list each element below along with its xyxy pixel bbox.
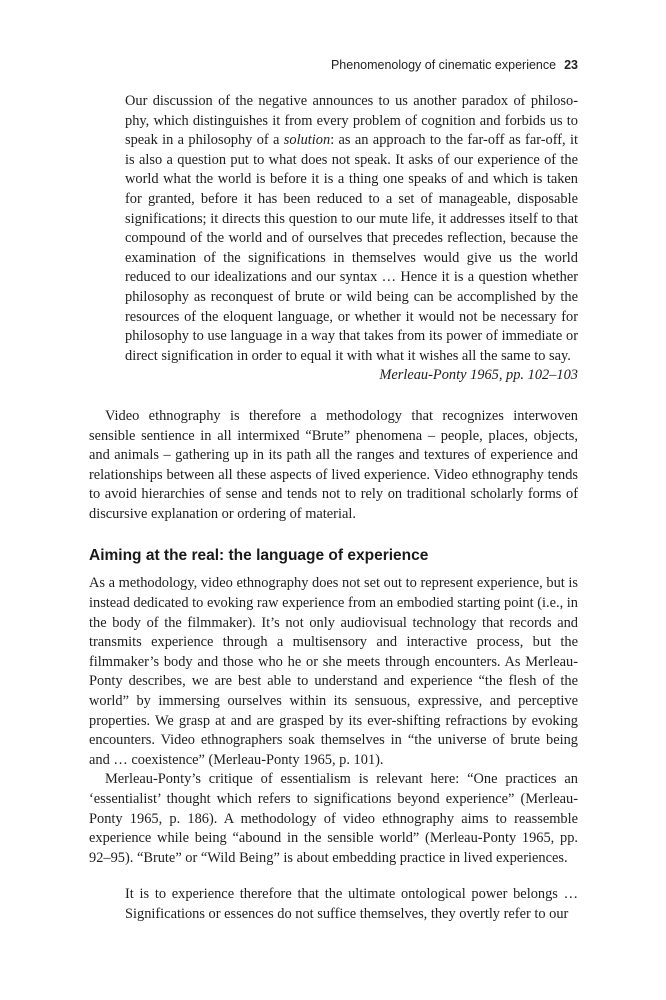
paragraph: Merleau-Ponty’s critique of essentialism is relevant here: “One practices an ‘essentialist’ thought which refers to significations beyond experience” (Merleau-Ponty 1965, p. 186). A methodology of video ethnography aims to reassemble experience while being “abound in the sensible world” (Merleau-Ponty 1965, pp. 92–95). “Brute” or “Wild Being” is about embedding practice in lived experiences. <box>89 771 578 866</box>
block-quote-text <box>125 92 578 366</box>
page-number: 23 <box>564 58 578 72</box>
block-quote-text: It is to experience therefore that the ultimate ontological power belongs … Significations or essences do not suffice themselves, they overtly refer to our <box>125 886 578 922</box>
block-quote-emphasis: solution <box>283 132 331 149</box>
paragraph: As a methodology, video ethnography does not set out to represent experience, but is instead dedicated to evoking raw experience from an embodied starting point (i.e., in the body of the filmmaker). It’s not only audiovisual technology that records and transmits experience through a multisensory and interactive process, but the filmmaker’s body and those who he or she meets through encounters. As Merleau-Ponty describes, we are best able to understand and experience “the flesh of the world” by immersing ourselves within its sensuous, expressive, and perceptive properties. We grasp at and are grasped by its ever-shifting refractions by evoking encounters. Video ethnographers soak themselves in “the universe of brute being and … coexistence” (Merleau-Ponty 1965, p. 101). <box>89 575 578 768</box>
block-quote-citation: Merleau-Ponty 1965, pp. 102–103 <box>379 367 578 384</box>
block-quote-text-part2: : as an approach to the far-off as far-off, it is also a question put to what does not speak. It asks of our experience of the world what the world is before it is a thing one speaks of and which is taken for granted, before it has been reduced to a set of manageable, disposable significations; it directs this question to our mute life, it addresses itself to that compound of the world and of ourselves that precedes reflection, because the examination of the significations in themselves would give us the world reduced to our idealizations and our syntax … Hence it is a question whether philosophy as reconquest of brute or wild being can be accomplished by the resources of the eloquent language, or whether it would not be necessary for philosophy to use language in a way that takes from its power of immediate or direct signification in order to equal it with what it wishes all the same to say. <box>125 132 578 364</box>
block-quote-text-part1: Our discussion of the negative announces to us another paradox of philosophy, which distinguishes it from every problem of cognition and forbids us to speak in a philosophy of a <box>125 93 578 149</box>
running-head-title: Phenomenology of cinematic experience <box>330 58 557 72</box>
running-head <box>331 58 578 72</box>
body-text-upper <box>89 407 578 525</box>
page-content <box>89 92 578 925</box>
block-quote-merleau-ponty <box>125 92 578 386</box>
section-heading: Aiming at the real: the language of experience <box>89 547 429 565</box>
body-text-lower <box>89 574 578 868</box>
block-quote-experience <box>125 885 578 924</box>
paragraph: Video ethnography is therefore a methodology that recognizes interwoven sensible sentience in all intermixed “Brute” phenomena – people, places, objects, and animals – gathering up in its path all the ranges and textures of experience and relationships between all these aspects of lived experience. Video ethnography tends to avoid hierarchies of sense and tends not to rely on traditional scholarly forms of discursive explanation or ordering of material. <box>89 407 578 522</box>
